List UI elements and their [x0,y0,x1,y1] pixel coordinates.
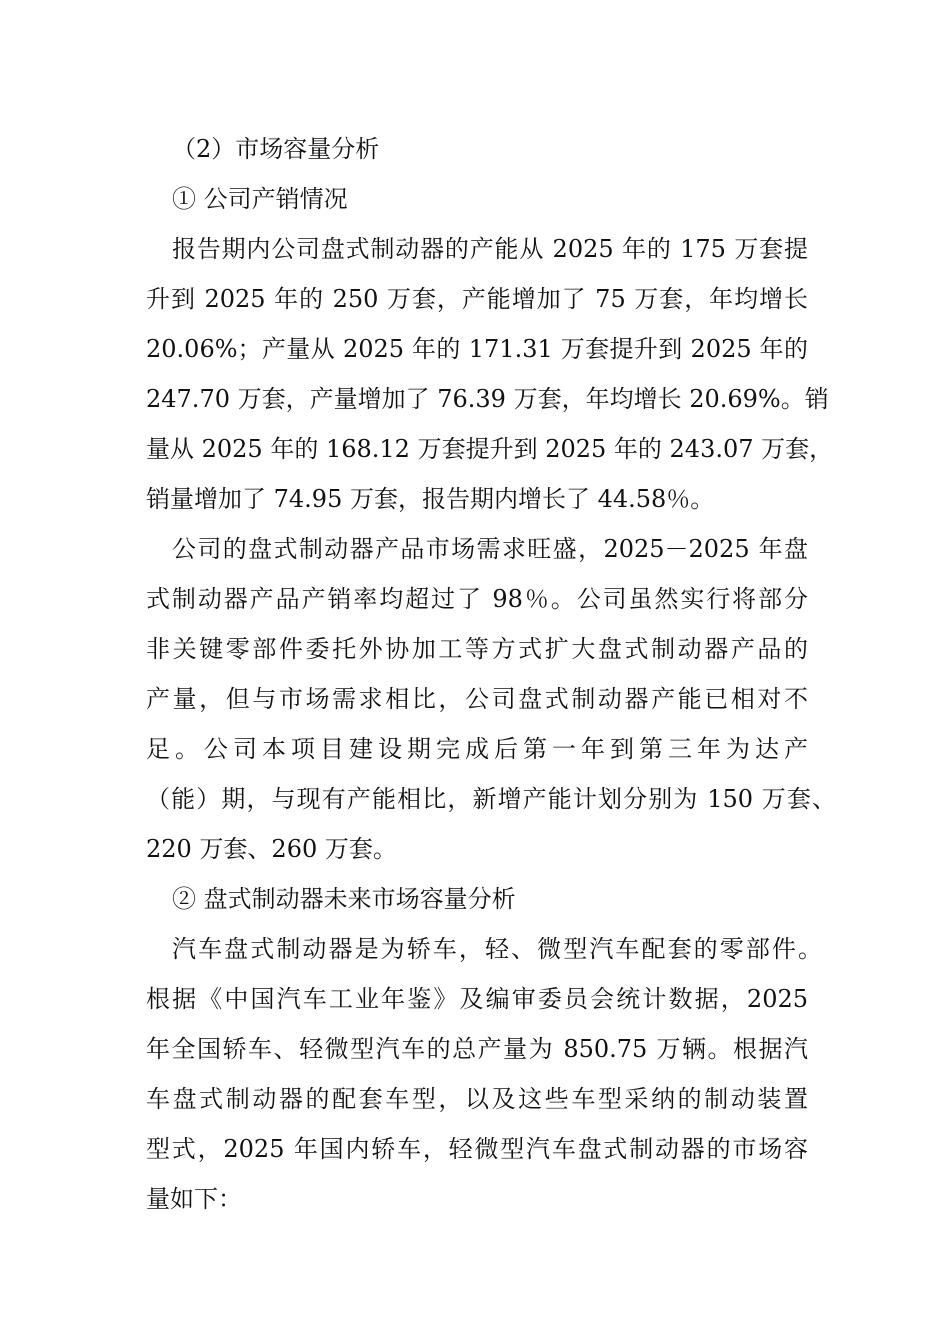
section-heading: （2）市场容量分析 [172,135,380,163]
paragraph-3-line-1: 汽车盘式制动器是为轿车，轻、微型汽车配套的零部件。 [172,935,822,963]
paragraph-2-line-5: 足。公司本项目建设期完成后第一年到第三年为达产 [146,735,808,763]
paragraph-3-line-6: 量如下： [146,1185,242,1213]
paragraph-2-line-7: 220 万套、260 万套。 [146,835,397,863]
paragraph-2-line-2: 式制动器产品产销率均超过了 98％。公司虽然实行将部分 [146,585,808,613]
paragraph-2-line-1: 公司的盘式制动器产品市场需求旺盛，2025－2025 年盘 [172,535,808,563]
paragraph-1-line-5: 量从 2025 年的 168.12 万套提升到 2025 年的 243.07 万套， [146,435,834,463]
paragraph-1-line-2: 升到 2025 年的 250 万套，产能增加了 75 万套，年均增长 [146,285,808,313]
paragraph-1-line-3: 20.06%；产量从 2025 年的 171.31 万套提升到 2025 年的 [146,335,808,363]
paragraph-3-line-3: 年全国轿车、轻微型汽车的总产量为 850.75 万辆。根据汽 [146,1035,808,1063]
paragraph-3-line-5: 型式，2025 年国内轿车，轻微型汽车盘式制动器的市场容 [146,1135,808,1163]
paragraph-3-line-4: 车盘式制动器的配套车型，以及这些车型采纳的制动装置 [146,1085,808,1113]
subheading-company-production-sales: ① 公司产销情况 [172,185,348,213]
paragraph-3-line-2: 根据《中国汽车工业年鉴》及编审委员会统计数据，2025 [146,985,808,1013]
paragraph-2-line-3: 非关键零部件委托外协加工等方式扩大盘式制动器产品的 [146,635,808,663]
paragraph-1-line-4: 247.70 万套，产量增加了 76.39 万套，年均增长 20.69%。销 [146,385,829,413]
paragraph-1-line-6: 销量增加了 74.95 万套，报告期内增长了 44.58％。 [146,485,715,513]
paragraph-2-line-4: 产量，但与市场需求相比，公司盘式制动器产能已相对不 [146,685,808,713]
subheading-future-market-capacity: ② 盘式制动器未来市场容量分析 [172,885,516,913]
paragraph-1-line-1: 报告期内公司盘式制动器的产能从 2025 年的 175 万套提 [172,235,808,263]
paragraph-2-line-6: （能）期，与现有产能相比，新增产能计划分别为 150 万套、 [146,785,836,813]
